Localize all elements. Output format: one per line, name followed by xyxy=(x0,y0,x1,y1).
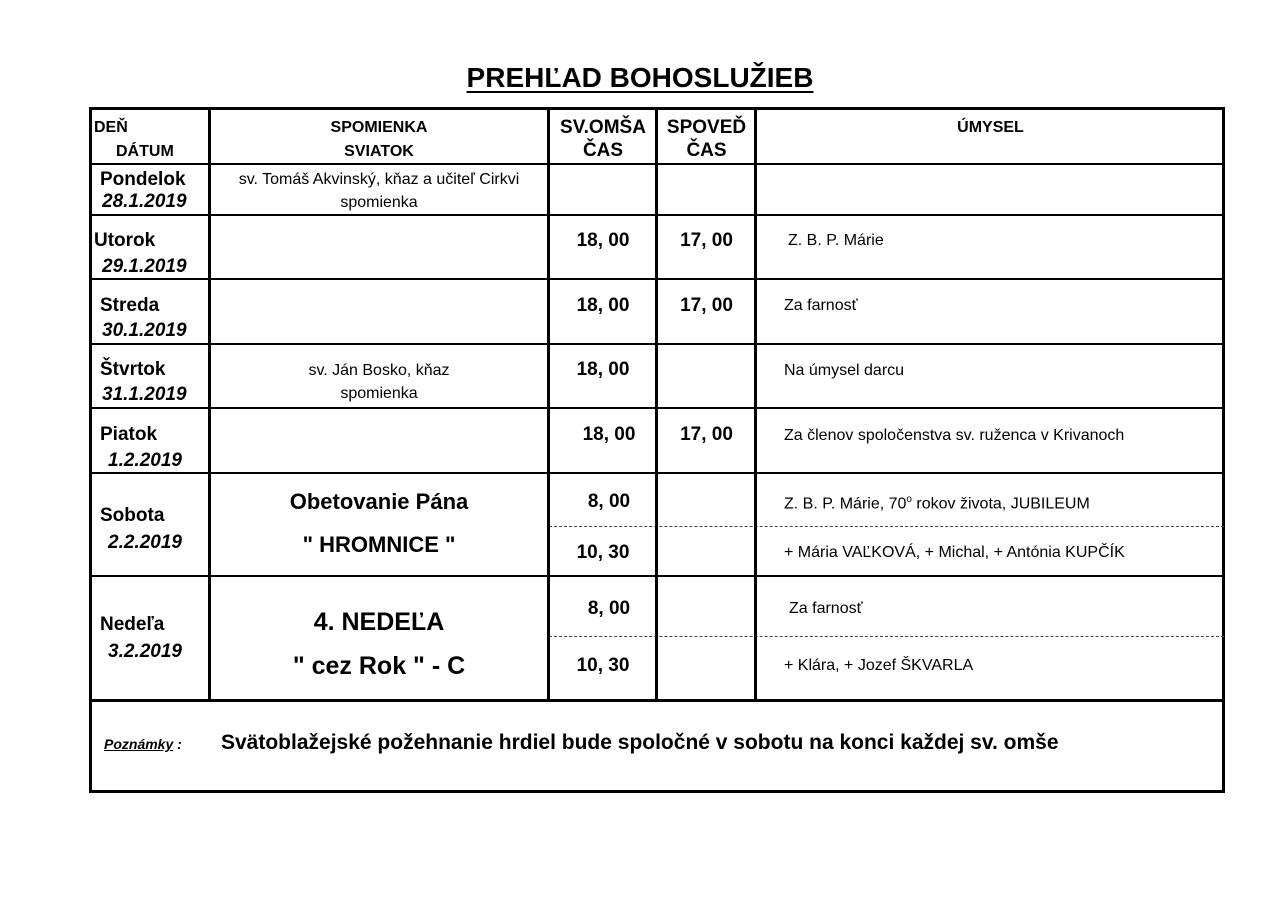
header-confession: SPOVEĎ xyxy=(666,117,747,138)
row-mass-time: 18, 00 xyxy=(576,230,630,251)
row-intention: Z. B. P. Márie xyxy=(788,232,884,249)
row-confession-time: 17, 00 xyxy=(680,424,733,445)
row-intention: + Mária VAĽKOVÁ, + Michal, + Antónia KUPČÍK xyxy=(784,544,1125,561)
row-day: Pondelok xyxy=(100,169,186,190)
row-feast-type: " cez Rok " - C xyxy=(292,652,466,680)
row-date: 31.1.2019 xyxy=(102,384,187,405)
row-day: Piatok xyxy=(100,424,158,445)
column-divider xyxy=(547,107,550,701)
row-feast: 4. NEDEĽA xyxy=(313,608,445,636)
row-confession-time: 17, 00 xyxy=(680,295,733,316)
intention-sup: o xyxy=(906,494,912,505)
row-date: 3.2.2019 xyxy=(108,641,182,662)
row-feast-type: spomienka xyxy=(340,385,418,402)
row-date: 30.1.2019 xyxy=(102,320,187,341)
row-day: Štvrtok xyxy=(100,359,166,380)
mass-sub-divider xyxy=(549,526,1224,527)
notes-label xyxy=(104,736,182,752)
row-intention: Za farnosť xyxy=(789,600,863,617)
header-feast-2: SVIATOK xyxy=(344,143,414,160)
header-feast: SPOMIENKA xyxy=(330,119,428,136)
header-confession-time: ČAS xyxy=(686,140,727,161)
row-day: Nedeľa xyxy=(100,614,165,635)
row-mass-time: 10, 30 xyxy=(576,655,630,676)
row-day: Utorok xyxy=(94,230,156,251)
row-date: 1.2.2019 xyxy=(108,450,182,471)
notes-text: Svätoblažejské požehnanie hrdiel bude spoločné v sobotu na konci každej sv. omše xyxy=(221,731,1059,754)
page-title xyxy=(0,62,1280,94)
row-mass-time: 8, 00 xyxy=(587,598,631,619)
mass-sub-divider xyxy=(549,636,1224,637)
row-mass-time: 18, 00 xyxy=(576,295,630,316)
row-intention: + Klára, + Jozef ŠKVARLA xyxy=(784,657,974,674)
header-intention: ÚMYSEL xyxy=(957,119,1024,136)
row-mass-time: 10, 30 xyxy=(576,542,630,563)
intention-text-rest: rokov života, JUBILEUM xyxy=(911,495,1090,513)
row-intention xyxy=(784,494,1090,514)
row-date: 28.1.2019 xyxy=(102,191,187,212)
row-feast: sv. Tomáš Akvinský, kňaz a učiteľ Cirkvi xyxy=(238,171,520,188)
notes-colon: : xyxy=(177,736,182,752)
row-day: Sobota xyxy=(100,505,165,526)
row-feast-type: " HROMNICE " xyxy=(302,532,456,557)
intention-text: Z. B. P. Márie, 70 xyxy=(784,495,907,513)
column-divider xyxy=(754,107,757,701)
row-feast: sv. Ján Bosko, kňaz xyxy=(308,362,450,379)
row-intention: Na úmysel darcu xyxy=(784,362,905,379)
row-intention: Za farnosť xyxy=(784,297,858,314)
row-date: 2.2.2019 xyxy=(108,532,182,553)
row-mass-time: 18, 00 xyxy=(582,424,636,445)
title-text: PREHĽAD BOHOSLUŽIEB xyxy=(466,62,814,93)
row-day: Streda xyxy=(100,295,160,316)
row-date: 29.1.2019 xyxy=(102,256,187,277)
header-day: DEŇ xyxy=(94,119,128,136)
notes-label-text: Poznámky xyxy=(104,736,174,752)
row-intention: Za členov spoločenstva sv. ruženca v Krivanoch xyxy=(784,427,1125,444)
row-confession-time: 17, 00 xyxy=(680,230,733,251)
row-mass-time: 18, 00 xyxy=(576,359,630,380)
row-feast: Obetovanie Pána xyxy=(289,489,469,514)
header-mass: SV.OMŠA xyxy=(560,117,646,138)
header-date: DÁTUM xyxy=(116,143,174,160)
row-feast-type: spomienka xyxy=(340,194,418,211)
row-mass-time: 8, 00 xyxy=(587,491,631,512)
header-mass-time: ČAS xyxy=(582,140,624,161)
